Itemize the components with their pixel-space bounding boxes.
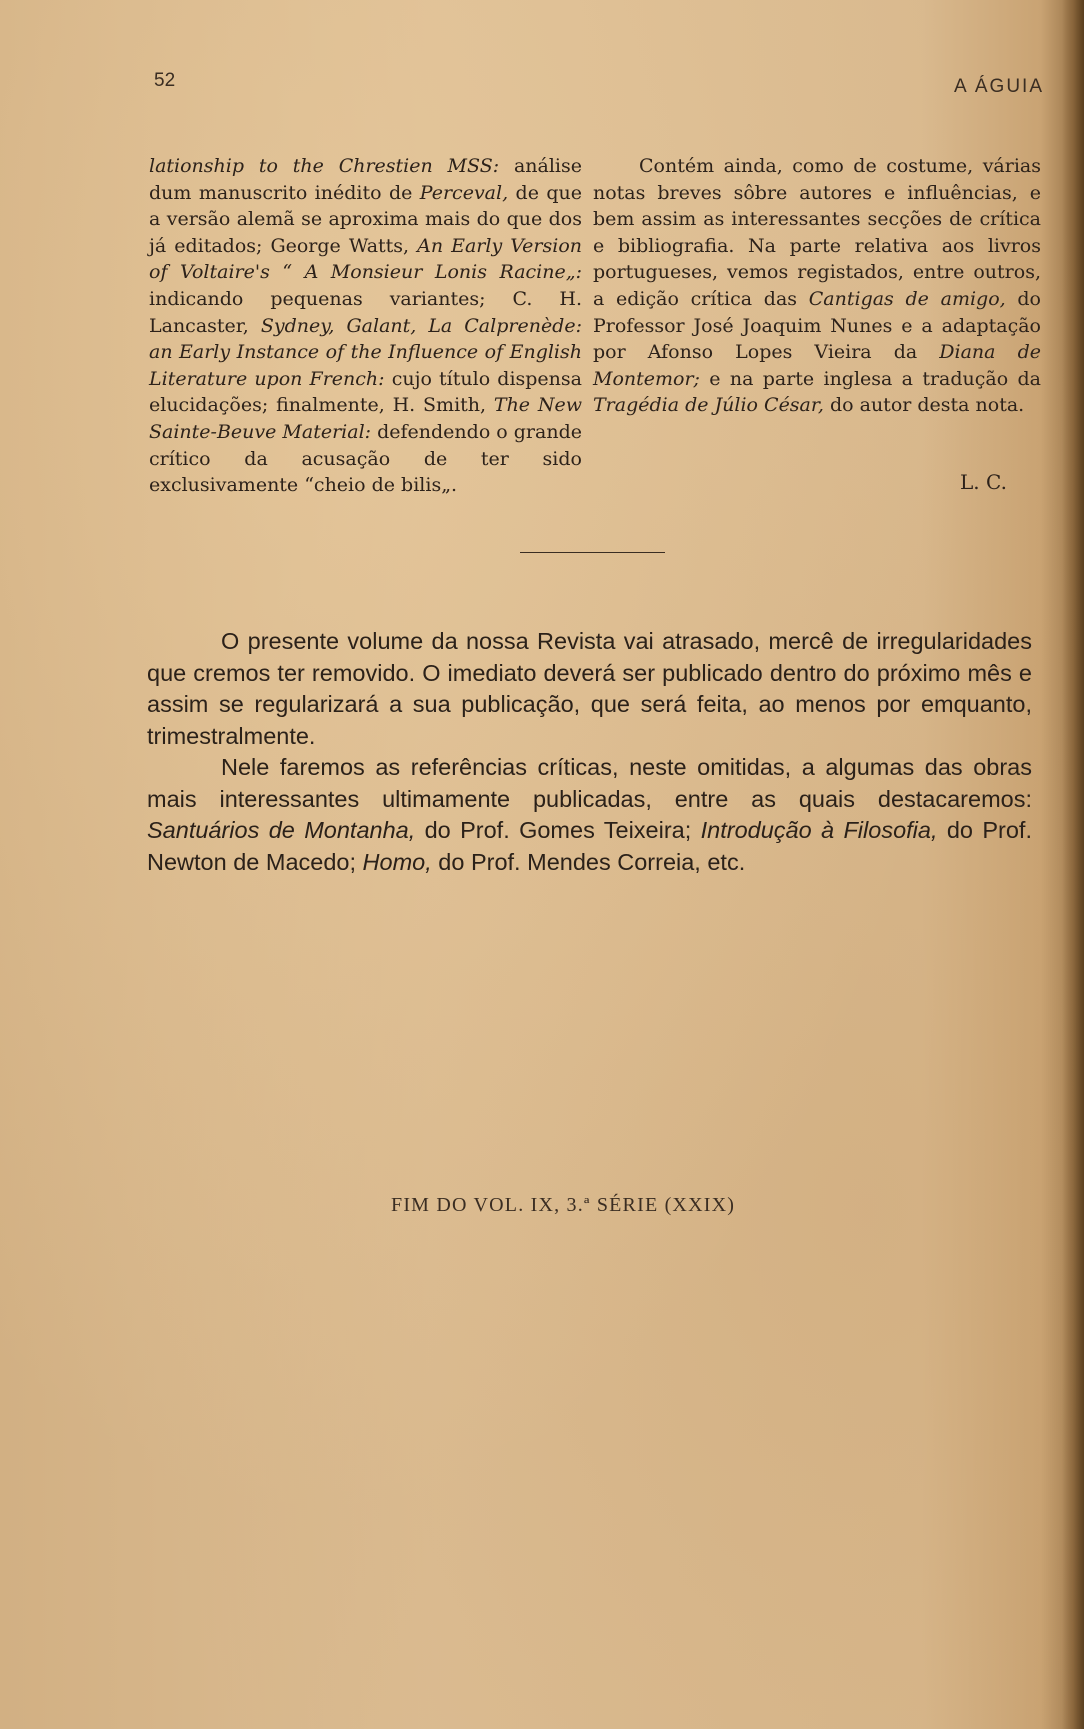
text-run: e na parte inglesa a tradução da: [699, 367, 1041, 390]
left-column: [149, 153, 582, 499]
text-run-italic: Sydney, Galant, La Calprenède: an Early Instance of the Influence of English Literature upon French:: [149, 314, 582, 390]
left-column-paragraph: [149, 153, 582, 499]
running-head: A ÁGUIA: [953, 76, 1044, 97]
text-run: do autor desta nota.: [823, 394, 1025, 417]
notice-paragraph-2: [147, 752, 1032, 878]
text-run: indicando pequenas variantes; C. H. Lancaster,: [149, 287, 582, 337]
text-run-italic: An Early Version of Voltaire's “ A Monsieur Lonis Racine„:: [149, 234, 582, 284]
text-run-italic: Tragédia de Júlio César,: [593, 394, 824, 417]
text-run: cujo título dispensa elucidações; finalmente, H. Smith,: [149, 367, 582, 417]
text-run: análise dum manuscrito inédito de: [149, 155, 582, 204]
page-edge-shadow: [1062, 0, 1084, 1729]
text-run-italic: Homo,: [362, 848, 432, 875]
text-run-italic: lationship to the Chrestien MSS:: [149, 155, 500, 177]
text-run-italic: Cantigas de amigo,: [808, 287, 1006, 310]
right-column-paragraph: [593, 153, 1041, 419]
text-run-italic: Perceval,: [419, 181, 509, 204]
review-signature: L. C.: [960, 470, 1007, 494]
text-run-italic: Santuários de Montanha,: [147, 817, 416, 843]
text-run: de que a versão alemã se aproxima mais do que dos já editados; George Watts,: [149, 181, 582, 257]
text-run: do Prof. Mendes Correia, etc.: [431, 848, 746, 875]
text-run: Contém ainda, como de costume, várias notas breves sôbre autores e influências, e bem assim as interessantes secções de crítica e bibliografia. Na parte relativa aos livros portugueses, vemos registados, entre outros, a edição crítica das: [593, 155, 1041, 310]
notice-paragraph-1: O presente volume da nossa Revista vai atrasado, mercê de irregularidades que cremos ter removido. O imediato deverá ser publicado dentro do próximo mês e assim se regularizará a sua publicação, que será feita, ao menos por emquanto, trimestralmente.: [147, 628, 1032, 749]
text-run-italic: The New Sainte-Beuve Material:: [149, 394, 582, 443]
text-run: defendendo o grande crítico da acusação de ter sido exclusivamente “cheio de bilis„.: [149, 420, 582, 497]
volume-end-mark: FIM DO VOL. IX, 3.ª SÉRIE (XXIX): [391, 1194, 736, 1216]
section-divider: [520, 552, 665, 553]
text-run: do Professor José Joaquim Nunes e a adaptação por Afonso Lopes Vieira da: [593, 287, 1041, 364]
text-run-italic: Introdução à Filosofia,: [700, 817, 938, 843]
text-run: Nele faremos as referências críticas, neste omitidas, a algumas das obras mais interessantes ultimamente publicadas, entre as quais destacaremos:: [147, 754, 1032, 812]
text-run: do Prof. Newton de Macedo;: [147, 817, 1032, 875]
text-run-italic: Diana de Montemor;: [593, 341, 1041, 390]
editorial-notice: [147, 626, 1032, 878]
right-column: [593, 153, 1041, 419]
page-number: 52: [154, 70, 176, 91]
text-run: do Prof. Gomes Teixeira;: [415, 817, 701, 843]
